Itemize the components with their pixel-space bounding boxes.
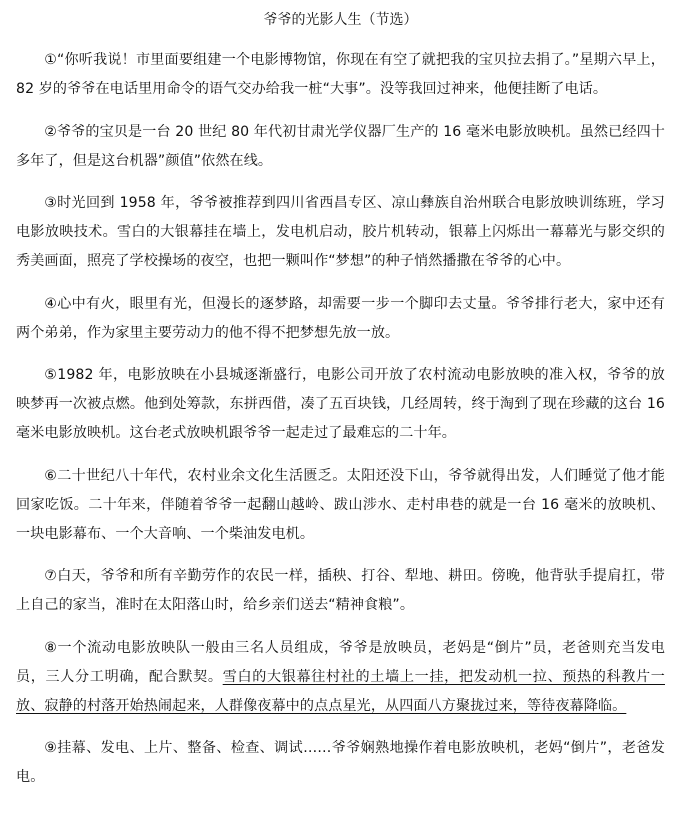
paragraph-8-plain-text: ⑧一个流动电影放映队一般由三名人员组成，爷爷是放映员，老妈是“倒片”员，老爸则充当发电员，三人分工明确，配合默契。: [16, 639, 665, 685]
paragraph-8: [16, 634, 665, 721]
paragraph-2: ②爷爷的宝贝是一台 20 世纪 80 年代初甘肃光学仪器厂生产的 16 毫米电影放映机。虽然已经四十多年了，但是这台机器”颜值”依然在线。: [16, 123, 665, 169]
paragraph-8-underlined-text: 雪白的大银幕往村社的土墙上一挂，把发动机一拉、预热的科教片一放、寂静的村落开始热闹起来，人群像夜幕中的点点星光，从四面八方聚拢过来，等待夜幕降临。: [16, 668, 665, 714]
paragraph-1: ①“你听我说！市里面要组建一个电影博物馆，你现在有空了就把我的宝贝拉去捐了。”星期六早上，82 岁的爷爷在电话里用命令的语气交办给我一桩“大事”。没等我回过神来，他便挂断了电话。: [16, 52, 665, 97]
paragraph-3: ③时光回到 1958 年，爷爷被推荐到四川省西昌专区、凉山彝族自治州联合电影放映训练班，学习电影放映技术。雪白的大银幕挂在墙上，发电机启动，胶片机转动，银幕上闪烁出一幕幕光与影交织的秀美画面，照亮了学校操场的夜空，也把一颗叫作“梦想”的种子悄然播撒在爷爷的心中。: [16, 195, 665, 269]
paragraph-6: ⑥二十世纪八十年代，农村业余文化生活匮乏。太阳还没下山，爷爷就得出发，人们睡觉了他才能回家吃饭。二十年来，伴随着爷爷一起翻山越岭、跋山涉水、走村串巷的就是一台 16 毫米的放映机、一块电影幕布、一个大音响、一个柴油发电机。: [16, 467, 665, 542]
paragraph-4: ④心中有火，眼里有光，但漫长的逐梦路，却需要一步一个脚印去丈量。爷爷排行老大，家中还有两个弟弟，作为家里主要劳动力的他不得不把梦想先放一放。: [16, 295, 665, 341]
paragraph-7: ⑦白天，爷爷和所有辛勤劳作的农民一样，插秧、打谷、犁地、耕田。傍晚，他背驮手提肩扛，带上自己的家当，准时在太阳落山时，给乡亲们送去“精神食粮”。: [16, 568, 665, 613]
document-title: 爷爷的光影人生（节选）: [263, 12, 418, 28]
paragraph-9: ⑨挂幕、发电、上片、整备、检查、调试……爷爷娴熟地操作着电影放映机，老妈“倒片”，老爸发电。: [16, 740, 665, 785]
paragraph-5: ⑤1982 年，电影放映在小县城逐渐盛行，电影公司开放了农村流动电影放映的准入权，爷爷的放映梦再一次被点燃。他到处筹款，东拼西借，凑了五百块钱，几经周转，终于淘到了现在珍藏的这台 16 毫米电影放映机。这台老式放映机跟爷爷一起走过了最难忘的二十年。: [16, 367, 665, 441]
